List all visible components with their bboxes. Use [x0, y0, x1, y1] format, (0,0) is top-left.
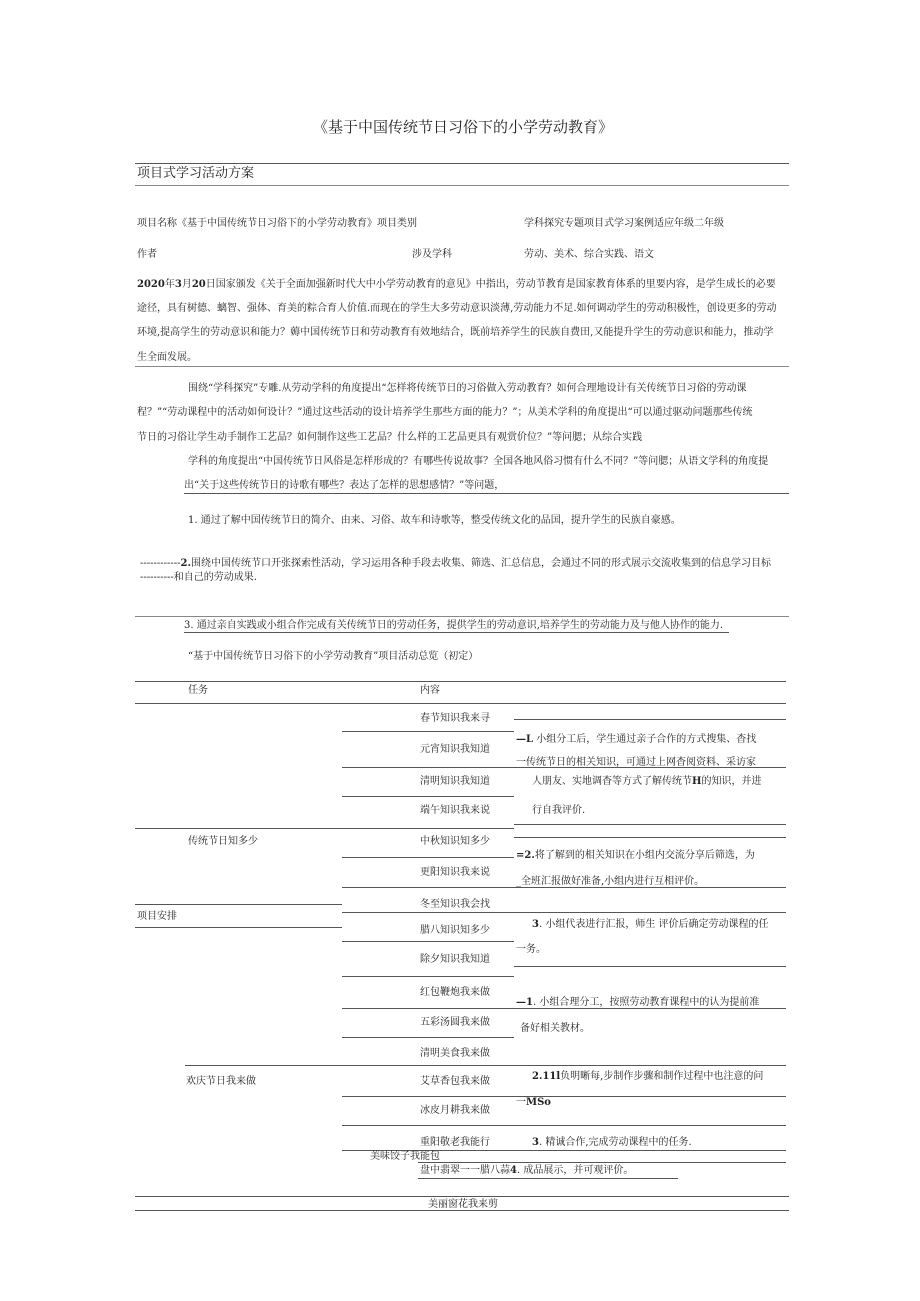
- table-rule: [135, 904, 342, 905]
- subtask-item: 艾草香包我来做: [420, 1076, 490, 1087]
- overview-title: “基于中国传统节日习俗下的小学劳动教育”项目活动总览（初定）: [188, 651, 479, 662]
- content-line: 一传统节日的相关知识，可通过上网杳阅资料、采访家: [516, 757, 756, 768]
- table-rule: [135, 1196, 789, 1197]
- intro-line-2: 途径，具有树德、螭智、强体、育美的粽合育人价值.而现在的学生大多劳动意识淡薄,劳动能力不足.如何调动学生的劳动积极性，创设更多的劳动: [137, 303, 777, 314]
- meta-subject-label: 涉及学科: [412, 249, 452, 260]
- table-rule: [514, 719, 786, 720]
- meta-subjects: 劳动、美术、综合实践、语文: [524, 249, 654, 260]
- table-rule: [342, 1037, 514, 1038]
- table-rule: [342, 912, 786, 913]
- table-rule: [342, 976, 514, 977]
- goal-1: 1. 通过了解中国传统节日的简介、由来、习俗、故车和诗歌等，整受传统文化的品国，提升学生的民族自豪感。: [188, 515, 681, 526]
- task-celebrate-festivals: 欢庆节日我来做: [186, 1076, 256, 1087]
- content-line: 行自我评价.: [532, 805, 586, 816]
- content-line: 一务。: [516, 944, 546, 955]
- table-rule: [514, 824, 786, 825]
- content-line: 人朋友、实地调杳等方式了解传统节H的知识，并进: [532, 776, 762, 787]
- content-line: =2.将了解到的相关知识在小组内交流分享后筛选，为: [516, 850, 755, 861]
- col-header-content: 内容: [420, 685, 440, 696]
- subtask-item: 冬至知识我会找: [420, 899, 490, 910]
- content-line: 备好相关教材。: [520, 1023, 590, 1034]
- subtask-item: 春节知识我来寻: [420, 713, 490, 724]
- table-rule: [135, 828, 514, 829]
- content-line: 3. 精诚合作,完成劳动课程中的任务.: [532, 1137, 692, 1148]
- meta-project-name: 项目名称《基于中国传统节日习俗下的小学劳动教育》项目类别: [137, 218, 417, 229]
- table-rule: [418, 1178, 678, 1179]
- table-rule-header: [135, 703, 786, 704]
- subtask-item: 清明美食我来做: [420, 1048, 490, 1059]
- subtask-item: 美味饺子我能包: [370, 1151, 440, 1162]
- para2-line-3: 节日的习俗让学生动手制作工艺品？如何制作这些工艺品？什么样的工艺品更具有观赏价位？”等问腮；从综合实践: [137, 432, 643, 443]
- table-rule: [342, 767, 786, 768]
- table-rule: [135, 927, 342, 928]
- content-line: —1. 小组合理分工，按照劳动教育课程中的认为提前准: [516, 997, 760, 1008]
- meta-project-type: 学科探究专题项目式学习案例适应年级二年级: [524, 218, 724, 229]
- subtask-item: 重阳敬老我能行: [420, 1137, 490, 1148]
- subtask-item: 中秋知识知多少: [420, 836, 490, 847]
- goal-2-line-2: ----------和自己的劳动成果.: [140, 572, 257, 583]
- subtask-item: 元宵知识我知道: [420, 744, 490, 755]
- para2-line-1: 围绕“学科探究”专雕.从劳动学科的角度提出“怎样将传统节日的习俗做入劳动教育？如何合理地设计有关传统节日习俗的劳动课: [188, 383, 747, 394]
- para2-line-2: 程？”“劳动课程中的活动如何设计？”通过这些活动的设计培养学生那些方面的能力？”；从美术学科的角度提出“可以通过驱动问题那些传统: [137, 407, 753, 418]
- goal-3: 3. 通过亲自实践或小组合作完成有关传统节日的劳动任务，提供学生的劳动意识,培养学生的劳动能力及与他人协作的能力.: [184, 620, 724, 631]
- table-rule: [342, 796, 514, 797]
- subtask-item: 美丽窗花我来剪: [428, 1199, 498, 1210]
- intro-line-4: 生全面发展。: [137, 352, 197, 363]
- subtask-item: 更阳知识我来说: [420, 867, 490, 878]
- side-label-project-arrangement: 项目安排: [137, 911, 177, 922]
- table-rule: [185, 1065, 786, 1066]
- table-rule: [342, 887, 786, 888]
- doc-title: 《基于中国传统节日习俗下的小学劳动教育》: [313, 118, 614, 136]
- rule-goal-3-top: [135, 616, 789, 617]
- table-rule: [418, 1162, 786, 1163]
- doc-subtitle: 项目式学习活动方案: [137, 166, 255, 181]
- table-rule-bottom: [135, 1210, 789, 1211]
- rule-goal-3-under: [184, 632, 729, 633]
- content-line: _全班汇报做好准备,小组内进行互相评价。: [516, 876, 705, 887]
- table-rule: [342, 1125, 786, 1126]
- meta-author: 作者: [137, 249, 157, 260]
- content-line: —L 小组分工后，学生通过亲子合作的方式搜集、杳找: [516, 734, 757, 745]
- table-rule: [342, 1096, 786, 1097]
- content-line: 一MSo: [516, 1097, 551, 1108]
- table-rule: [342, 941, 514, 942]
- rule-top: [135, 163, 789, 164]
- subtask-item: 冰皮月耕我来做: [420, 1105, 490, 1116]
- rule-subtitle: [135, 185, 789, 186]
- intro-line-3: 环境,提高学生的劳动意识和能力？薅中国传统节日和劳动教育有效地结合，既前培养学生的民族自费田,又能提升学生的劳动意识和能力，推动学: [137, 327, 774, 338]
- col-header-task: 任务: [188, 685, 208, 696]
- table-rule-top: [135, 681, 786, 682]
- table-rule: [514, 966, 786, 967]
- task-traditional-festivals: 传统节日知多少: [188, 836, 258, 847]
- table-rule: [514, 837, 786, 838]
- table-rule: [342, 857, 514, 858]
- subtask-item-with-result: 盘中翡翠一一腊八蒜4. 成品展示，并可观评价。: [420, 1165, 634, 1176]
- rule-intro: [135, 366, 789, 367]
- subtask-item: 腊八知识知多少: [420, 925, 490, 936]
- content-line: 3. 小组代表进行汇报，师生 评价后确定劳动课程的任: [532, 919, 769, 930]
- rule-para2: [184, 493, 789, 494]
- table-rule: [342, 1008, 786, 1009]
- subtask-item: 五彩汤圆我来做: [420, 1017, 490, 1028]
- subtask-item: 清明知识我知道: [420, 776, 490, 787]
- content-line: 2.11l负明晰每,步制作步骤和制作过程中也注意的问: [532, 1071, 764, 1082]
- para2-line-5: 出“关于这些传统节日的诗歌有哪些？表达了怎样的思想感情？”等问题，: [184, 480, 505, 491]
- table-rule: [342, 731, 514, 732]
- intro-line-1: 2020年3月20日国家颁发《关于全面加强新时代大中小学劳动教育的意见》中指出，劳动节教育是国家教育体系的里要内容，是学生成长的必要: [137, 279, 776, 290]
- goal-2-line-1: ------------2.围绕中国传统节口开张探索性活动，学习运用各种手段去收集、筛选、汇总信息，会通过不同的形式展示交流收集到的信息学习目标: [140, 558, 771, 569]
- subtask-item: 红包鞭炮我来做: [420, 987, 490, 998]
- para2-line-4: 学科的角度提出“中国传统节日风俗是怎样形成的？有哪些传说故事？全国各地风俗习惯有什么不同？”等问腮；从语文学科的角度提: [188, 456, 769, 467]
- subtask-item: 除夕知识我知道: [420, 954, 490, 965]
- subtask-item: 端午知识我来说: [420, 805, 490, 816]
